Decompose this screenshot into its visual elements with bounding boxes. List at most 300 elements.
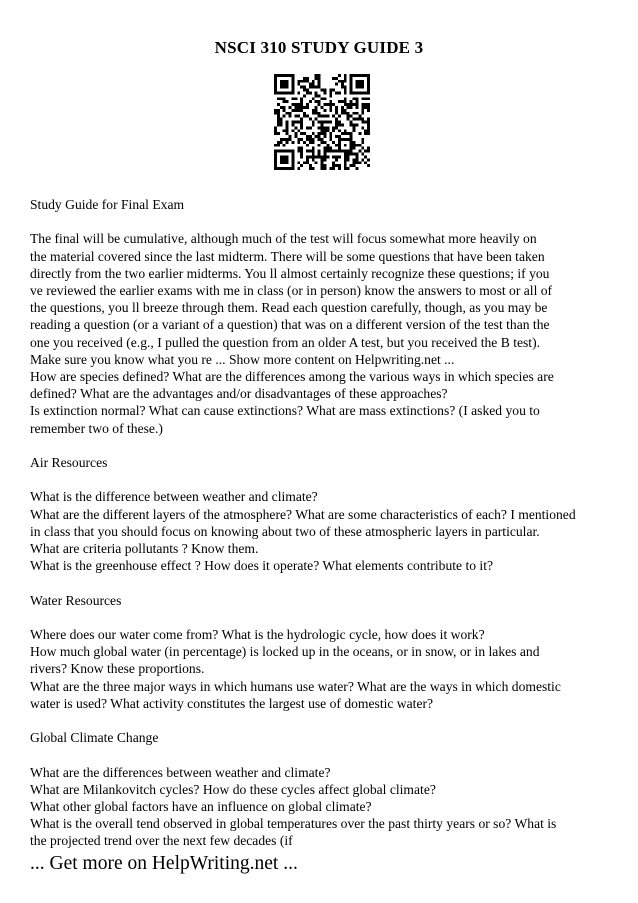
qr-module xyxy=(350,115,353,118)
text-line: Global Climate Change xyxy=(30,730,159,746)
qr-module xyxy=(332,77,335,80)
qr-module xyxy=(315,86,318,89)
qr-module xyxy=(355,112,358,115)
qr-module xyxy=(297,103,300,106)
qr-module xyxy=(323,97,326,100)
qr-module xyxy=(326,150,329,153)
qr-module xyxy=(355,144,358,147)
qr-module xyxy=(355,91,358,94)
qr-module xyxy=(350,153,353,156)
qr-module xyxy=(353,97,356,100)
text-line: Where does our water come from? What is the hydrologic cycle, how does it work? xyxy=(30,627,485,642)
qr-module xyxy=(280,158,283,161)
qr-module xyxy=(280,80,283,83)
qr-module xyxy=(341,109,344,112)
qr-module xyxy=(367,150,370,153)
qr-module xyxy=(358,115,361,118)
qr-module xyxy=(309,141,312,144)
qr-module xyxy=(312,86,315,89)
qr-module xyxy=(297,161,300,164)
qr-module xyxy=(367,121,370,124)
qr-module xyxy=(355,97,358,100)
text-line: What other global factors have an influence on global climate? xyxy=(30,799,372,814)
qr-module xyxy=(347,150,350,153)
qr-module xyxy=(280,161,283,164)
water-resources-heading xyxy=(30,592,622,609)
qr-module xyxy=(367,74,370,77)
qr-module xyxy=(312,138,315,141)
document-body xyxy=(30,196,622,867)
qr-module xyxy=(312,141,315,144)
qr-module xyxy=(274,80,277,83)
text-line: What are Milankovitch cycles? How do these cycles affect global climate? xyxy=(30,781,436,797)
qr-module xyxy=(361,118,364,121)
text-line: What are the three major ways in which humans use water? What are the ways in which domestic xyxy=(30,678,561,694)
qr-module xyxy=(297,150,300,153)
qr-module xyxy=(358,91,361,94)
qr-module xyxy=(350,150,353,153)
qr-module xyxy=(309,100,312,103)
qr-module xyxy=(277,123,280,126)
qr-module xyxy=(335,112,338,115)
qr-module xyxy=(294,106,297,109)
qr-module xyxy=(303,115,306,118)
qr-module xyxy=(329,132,332,135)
qr-module xyxy=(326,129,329,132)
qr-module xyxy=(338,129,341,132)
qr-module xyxy=(300,97,303,100)
qr-module xyxy=(367,158,370,161)
qr-module xyxy=(321,97,324,100)
qr-module xyxy=(294,126,297,129)
qr-module xyxy=(361,126,364,129)
qr-module xyxy=(347,153,350,156)
qr-module xyxy=(326,147,329,150)
qr-module xyxy=(361,147,364,150)
qr-module xyxy=(353,118,356,121)
text-line: directly from the two earlier midterms. You ll almost certainly recognize these questions; if you xyxy=(30,265,550,281)
qr-module xyxy=(355,103,358,106)
qr-module xyxy=(367,118,370,121)
qr-module xyxy=(350,164,353,167)
qr-module xyxy=(367,109,370,112)
qr-module xyxy=(300,150,303,153)
qr-module xyxy=(291,167,294,170)
qr-module xyxy=(294,121,297,124)
qr-module xyxy=(350,144,353,147)
qr-module xyxy=(283,129,286,132)
qr-module xyxy=(347,155,350,158)
qr-module xyxy=(318,86,321,89)
qr-module xyxy=(312,97,315,100)
qr-module xyxy=(344,150,347,153)
qr-module xyxy=(318,138,321,141)
qr-module xyxy=(364,97,367,100)
qr-module xyxy=(315,161,318,164)
qr-module xyxy=(353,158,356,161)
qr-module xyxy=(353,103,356,106)
qr-module xyxy=(289,150,292,153)
qr-module xyxy=(312,147,315,150)
qr-module xyxy=(283,161,286,164)
qr-module xyxy=(335,126,338,129)
qr-module xyxy=(361,121,364,124)
qr-module xyxy=(318,115,321,118)
qr-module xyxy=(291,103,294,106)
qr-module xyxy=(326,126,329,129)
qr-module xyxy=(286,123,289,126)
water-resources-body xyxy=(30,626,622,712)
qr-module xyxy=(280,138,283,141)
qr-module xyxy=(353,91,356,94)
qr-module xyxy=(347,158,350,161)
text-line: Is extinction normal? What can cause extinctions? What are mass extinctions? (I asked you to xyxy=(30,403,540,419)
qr-module xyxy=(315,77,318,80)
qr-module xyxy=(355,118,358,121)
qr-module xyxy=(361,141,364,144)
qr-module xyxy=(332,161,335,164)
qr-module xyxy=(335,158,338,161)
qr-module xyxy=(291,164,294,167)
qr-module xyxy=(283,115,286,118)
qr-module xyxy=(344,97,347,100)
qr-module xyxy=(344,77,347,80)
qr-module xyxy=(274,86,277,89)
text-line: How are species defined? What are the differences among the various ways in which species are xyxy=(30,369,554,385)
qr-module xyxy=(361,112,364,115)
qr-module xyxy=(353,153,356,156)
qr-module xyxy=(341,80,344,83)
qr-module xyxy=(289,106,292,109)
qr-module xyxy=(367,164,370,167)
qr-module xyxy=(280,106,283,109)
qr-module xyxy=(338,121,341,124)
qr-module xyxy=(344,132,347,135)
qr-module xyxy=(286,91,289,94)
qr-module xyxy=(289,74,292,77)
qr-module xyxy=(321,132,324,135)
qr-module xyxy=(358,118,361,121)
qr-module xyxy=(280,167,283,170)
qr-module xyxy=(312,123,315,126)
qr-module xyxy=(286,155,289,158)
text-line: one you received (e.g., I pulled the question from an older A test, but you received the B test). xyxy=(30,334,540,350)
qr-module xyxy=(338,147,341,150)
qr-module xyxy=(309,150,312,153)
qr-module xyxy=(350,83,353,86)
qr-module xyxy=(338,167,341,170)
qr-module xyxy=(286,141,289,144)
qr-module xyxy=(280,155,283,158)
qr-module xyxy=(361,80,364,83)
qr-module xyxy=(358,132,361,135)
qr-module xyxy=(277,91,280,94)
qr-module xyxy=(300,106,303,109)
qr-module xyxy=(338,138,341,141)
qr-module xyxy=(277,132,280,135)
qr-module xyxy=(353,74,356,77)
qr-module xyxy=(277,144,280,147)
text-line: The final will be cumulative, although much of the test will focus somewhat more heavily on xyxy=(30,231,537,247)
qr-module xyxy=(280,121,283,124)
qr-module xyxy=(280,118,283,121)
qr-module xyxy=(355,86,358,89)
helpwriting-link[interactable]: ... Get more on HelpWriting.net ... xyxy=(30,853,298,874)
qr-module xyxy=(344,91,347,94)
qr-module xyxy=(289,135,292,138)
qr-module xyxy=(280,97,283,100)
qr-module xyxy=(344,112,347,115)
qr-module xyxy=(274,112,277,115)
qr-module xyxy=(353,144,356,147)
qr-module xyxy=(318,80,321,83)
qr-module xyxy=(335,109,338,112)
qr-module xyxy=(291,153,294,156)
qr-module xyxy=(353,129,356,132)
qr-module xyxy=(326,121,329,124)
qr-module xyxy=(350,121,353,124)
qr-module xyxy=(283,86,286,89)
qr-module xyxy=(358,86,361,89)
text-line: the questions, you ll breeze through them. Read each question carefully, though, as you may be xyxy=(30,300,548,316)
qr-module xyxy=(309,86,312,89)
qr-module xyxy=(306,138,309,141)
qr-module xyxy=(350,100,353,103)
qr-module xyxy=(280,91,283,94)
qr-module xyxy=(355,155,358,158)
qr-module xyxy=(338,123,341,126)
qr-module xyxy=(344,80,347,83)
qr-module xyxy=(353,112,356,115)
qr-module xyxy=(274,77,277,80)
qr-module xyxy=(286,138,289,141)
qr-module xyxy=(286,86,289,89)
qr-module xyxy=(329,138,332,141)
qr-module xyxy=(309,138,312,141)
qr-code-icon[interactable] xyxy=(274,74,370,170)
qr-module xyxy=(321,121,324,124)
qr-module xyxy=(303,161,306,164)
qr-module xyxy=(329,150,332,153)
qr-module xyxy=(300,100,303,103)
qr-module xyxy=(294,97,297,100)
qr-module xyxy=(355,80,358,83)
qr-module xyxy=(291,89,294,92)
qr-module xyxy=(355,158,358,161)
qr-module xyxy=(344,74,347,77)
qr-module xyxy=(297,141,300,144)
qr-module xyxy=(303,112,306,115)
qr-module xyxy=(274,144,277,147)
qr-module xyxy=(361,138,364,141)
qr-module xyxy=(332,115,335,118)
qr-module xyxy=(364,91,367,94)
qr-module xyxy=(277,74,280,77)
qr-module xyxy=(361,109,364,112)
qr-module xyxy=(367,132,370,135)
qr-module xyxy=(335,118,338,121)
qr-module xyxy=(300,118,303,121)
qr-module xyxy=(323,115,326,118)
qr-module xyxy=(312,109,315,112)
qr-module xyxy=(277,97,280,100)
qr-module xyxy=(306,161,309,164)
qr-module xyxy=(286,80,289,83)
qr-module xyxy=(341,106,344,109)
qr-module xyxy=(309,155,312,158)
qr-module xyxy=(309,91,312,94)
qr-module xyxy=(283,109,286,112)
qr-module xyxy=(347,167,350,170)
qr-module xyxy=(286,161,289,164)
qr-module xyxy=(350,77,353,80)
qr-module xyxy=(297,80,300,83)
qr-module xyxy=(367,97,370,100)
qr-module xyxy=(274,161,277,164)
qr-module xyxy=(291,97,294,100)
qr-module xyxy=(332,126,335,129)
qr-module xyxy=(291,121,294,124)
qr-module xyxy=(326,144,329,147)
qr-module xyxy=(318,77,321,80)
qr-module xyxy=(367,77,370,80)
qr-module xyxy=(286,126,289,129)
qr-module xyxy=(318,100,321,103)
qr-module xyxy=(338,150,341,153)
qr-module xyxy=(283,80,286,83)
qr-module xyxy=(350,147,353,150)
qr-module xyxy=(286,167,289,170)
qr-module xyxy=(338,74,341,77)
qr-module xyxy=(338,80,341,83)
qr-module xyxy=(289,115,292,118)
qr-module xyxy=(318,135,321,138)
qr-module xyxy=(297,106,300,109)
qr-module xyxy=(358,83,361,86)
text-line: reading a question (or a variant of a question) that was on a different version of the test than the xyxy=(30,317,550,333)
qr-module xyxy=(312,155,315,158)
qr-module xyxy=(312,112,315,115)
qr-module xyxy=(347,103,350,106)
qr-module xyxy=(303,141,306,144)
text-line: defined? What are the advantages and/or disadvantages of these approaches? xyxy=(30,386,448,402)
qr-module xyxy=(323,155,326,158)
text-line: What is the overall tend observed in global temperatures over the past thirty years or so? What is xyxy=(30,816,557,832)
text-line: rivers? Know these proportions. xyxy=(30,661,205,677)
qr-module xyxy=(300,155,303,158)
qr-module xyxy=(315,135,318,138)
qr-module xyxy=(280,83,283,86)
qr-module xyxy=(283,74,286,77)
qr-module xyxy=(347,115,350,118)
qr-module xyxy=(361,97,364,100)
qr-module xyxy=(300,126,303,129)
qr-module xyxy=(297,115,300,118)
text-line: Air Resources xyxy=(30,455,108,471)
qr-module xyxy=(353,126,356,129)
qr-module xyxy=(318,155,321,158)
qr-module xyxy=(367,147,370,150)
qr-module xyxy=(364,103,367,106)
qr-module xyxy=(367,103,370,106)
qr-module xyxy=(315,74,318,77)
qr-module xyxy=(329,147,332,150)
qr-module xyxy=(350,123,353,126)
qr-module xyxy=(297,121,300,124)
qr-module xyxy=(323,103,326,106)
qr-module xyxy=(338,164,341,167)
qr-module xyxy=(280,123,283,126)
qr-module xyxy=(315,155,318,158)
qr-module xyxy=(315,118,318,121)
qr-module xyxy=(329,135,332,138)
qr-module xyxy=(318,112,321,115)
qr-module xyxy=(309,126,312,129)
qr-module xyxy=(294,115,297,118)
qr-module xyxy=(338,135,341,138)
qr-module xyxy=(335,121,338,124)
qr-module xyxy=(358,74,361,77)
qr-module xyxy=(350,106,353,109)
qr-module xyxy=(323,141,326,144)
qr-module xyxy=(291,83,294,86)
qr-module xyxy=(300,121,303,124)
air-resources-heading xyxy=(30,454,622,471)
qr-module xyxy=(277,121,280,124)
qr-module xyxy=(315,106,318,109)
qr-module xyxy=(312,150,315,153)
qr-module xyxy=(306,103,309,106)
qr-module xyxy=(291,161,294,164)
qr-module xyxy=(329,91,332,94)
qr-module xyxy=(309,135,312,138)
qr-module xyxy=(361,91,364,94)
qr-module xyxy=(291,141,294,144)
qr-module xyxy=(274,126,277,129)
qr-module xyxy=(306,150,309,153)
qr-module xyxy=(361,158,364,161)
qr-module xyxy=(341,83,344,86)
qr-module xyxy=(280,150,283,153)
qr-module xyxy=(306,77,309,80)
qr-module xyxy=(277,115,280,118)
qr-module xyxy=(303,86,306,89)
qr-module xyxy=(306,80,309,83)
qr-module xyxy=(350,74,353,77)
qr-module xyxy=(347,106,350,109)
qr-module xyxy=(294,109,297,112)
air-resources-body xyxy=(30,488,622,574)
qr-module xyxy=(344,144,347,147)
qr-module xyxy=(335,83,338,86)
qr-module xyxy=(335,77,338,80)
qr-module xyxy=(303,94,306,97)
qr-module xyxy=(338,144,341,147)
qr-module xyxy=(341,86,344,89)
qr-module xyxy=(367,106,370,109)
qr-module xyxy=(367,129,370,132)
qr-module xyxy=(318,150,321,153)
text-line: the projected trend over the next few decades (if xyxy=(30,833,293,849)
qr-module xyxy=(306,135,309,138)
qr-module xyxy=(326,115,329,118)
qr-module xyxy=(350,141,353,144)
qr-module xyxy=(355,153,358,156)
qr-module xyxy=(364,74,367,77)
qr-module xyxy=(321,158,324,161)
qr-module xyxy=(358,80,361,83)
qr-module xyxy=(332,155,335,158)
